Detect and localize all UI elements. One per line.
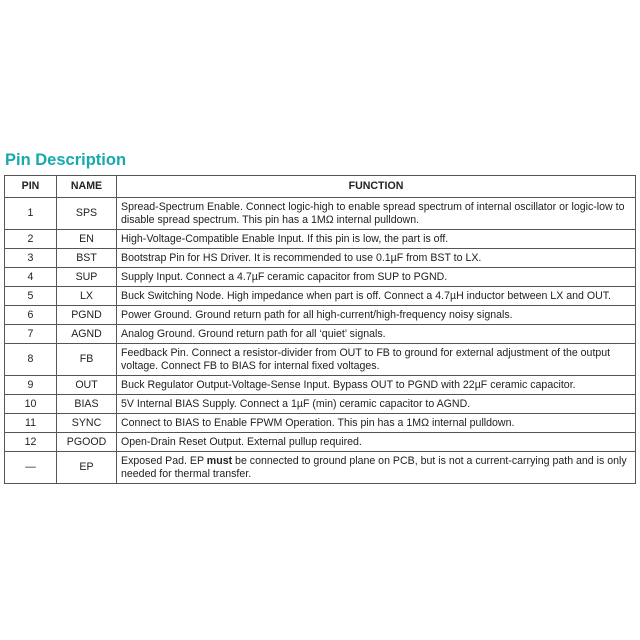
- pin-name: PGND: [57, 306, 117, 325]
- pin-name: SUP: [57, 268, 117, 287]
- pin-number: 1: [5, 198, 57, 230]
- ep-function-text-rest: be connected to ground plane on PCB, but is not a current-carrying path and is only needed for thermal transfer.: [121, 454, 627, 480]
- ep-function-text: Exposed Pad. EP: [121, 454, 207, 467]
- pin-function: Buck Switching Node. High impedance when part is off. Connect a 4.7µH inductor between LX and OUT.: [117, 287, 636, 306]
- table-row: [5, 433, 636, 452]
- pin-function: Bootstrap Pin for HS Driver. It is recommended to use 0.1µF from BST to LX.: [117, 249, 636, 268]
- pin-name: BIAS: [57, 395, 117, 414]
- pin-number: 5: [5, 287, 57, 306]
- pin-function: Analog Ground. Ground return path for all ‘quiet’ signals.: [117, 325, 636, 344]
- pin-name: EP: [57, 452, 117, 484]
- pin-name: LX: [57, 287, 117, 306]
- pin-number: 12: [5, 433, 57, 452]
- pin-name: SYNC: [57, 414, 117, 433]
- pin-name: SPS: [57, 198, 117, 230]
- pin-function: Feedback Pin. Connect a resistor-divider from OUT to FB to ground for external adjustment of the output voltage. Connect FB to BIAS for internal fixed voltages.: [117, 344, 636, 376]
- table-row: [5, 395, 636, 414]
- pin-number: 11: [5, 414, 57, 433]
- header-function: FUNCTION: [117, 176, 636, 198]
- table-row: [5, 325, 636, 344]
- pin-function: [117, 452, 636, 484]
- pin-function: 5V Internal BIAS Supply. Connect a 1µF (min) ceramic capacitor to AGND.: [117, 395, 636, 414]
- pin-function: Open-Drain Reset Output. External pullup required.: [117, 433, 636, 452]
- table-row: [5, 344, 636, 376]
- section-title: Pin Description: [5, 151, 127, 169]
- table-row: [5, 268, 636, 287]
- pin-number: 4: [5, 268, 57, 287]
- pin-function: Connect to BIAS to Enable FPWM Operation. This pin has a 1MΩ internal pulldown.: [117, 414, 636, 433]
- pin-number: 8: [5, 344, 57, 376]
- table-row: [5, 287, 636, 306]
- table-row: [5, 414, 636, 433]
- table-row: [5, 249, 636, 268]
- pin-number: 6: [5, 306, 57, 325]
- table-row: [5, 230, 636, 249]
- table-row: [5, 306, 636, 325]
- pin-name: OUT: [57, 376, 117, 395]
- header-name: NAME: [57, 176, 117, 198]
- pin-function: High-Voltage-Compatible Enable Input. If this pin is low, the part is off.: [117, 230, 636, 249]
- pin-name: AGND: [57, 325, 117, 344]
- pin-name: PGOOD: [57, 433, 117, 452]
- pin-number: 9: [5, 376, 57, 395]
- table-row-ep: [5, 452, 636, 484]
- table-row: [5, 376, 636, 395]
- pin-name: EN: [57, 230, 117, 249]
- header-pin: PIN: [5, 176, 57, 198]
- ep-function-emphasis: must: [206, 454, 233, 467]
- pin-number: 2: [5, 230, 57, 249]
- pin-description-table: [4, 175, 636, 484]
- pin-name: BST: [57, 249, 117, 268]
- pin-number: 10: [5, 395, 57, 414]
- pin-function: Spread-Spectrum Enable. Connect logic-high to enable spread spectrum of internal oscillator or logic-low to disable spread spectrum. This pin has a 1MΩ internal pulldown.: [117, 198, 636, 230]
- pin-number: 7: [5, 325, 57, 344]
- pin-function: Buck Regulator Output-Voltage-Sense Input. Bypass OUT to PGND with 22µF ceramic capacitor.: [117, 376, 636, 395]
- pin-name: FB: [57, 344, 117, 376]
- table-row: [5, 198, 636, 230]
- pin-number: —: [5, 452, 57, 484]
- pin-function: Power Ground. Ground return path for all high-current/high-frequency noisy signals.: [117, 306, 636, 325]
- pin-number: 3: [5, 249, 57, 268]
- pin-function: Supply Input. Connect a 4.7µF ceramic capacitor from SUP to PGND.: [117, 268, 636, 287]
- table-header-row: [5, 176, 636, 198]
